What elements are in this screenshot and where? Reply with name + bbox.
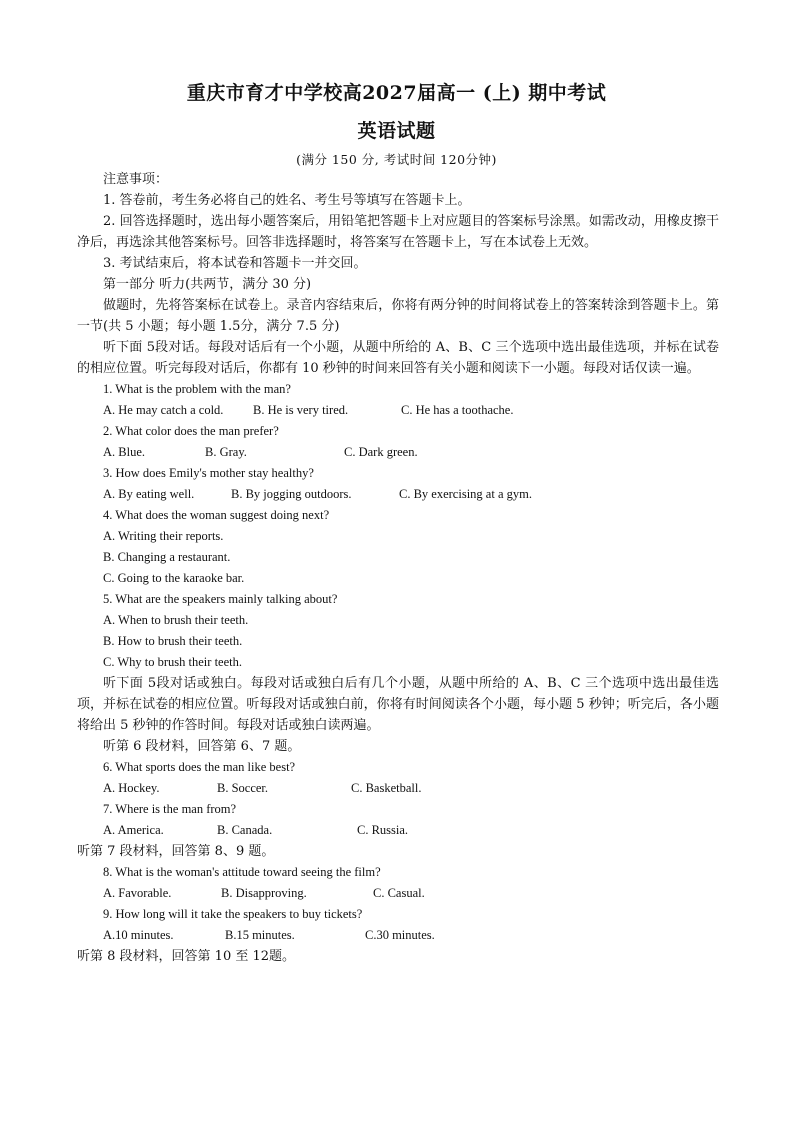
- option-c: C. Casual.: [373, 886, 425, 900]
- question-options: [77, 925, 719, 946]
- instruction-item-3: 3. 考试结束后，将本试卷和答题卡一并交回。: [103, 256, 367, 271]
- option-a: A. Writing their reports.: [103, 529, 224, 543]
- exam-title: 重庆市育才中学校高2027届高一 (上) 期中考试: [186, 82, 607, 104]
- question-stem: 5. What are the speakers mainly talking about?: [103, 592, 338, 606]
- option-c: C. Why to brush their teeth.: [103, 655, 242, 669]
- option-b: B. How to brush their teeth.: [103, 634, 243, 648]
- section2-instructions: 听下面 5段对话或独白。每段对话或独白后有几个小题，从题中所给的 A、B、C 三个选项中选出最佳选项，并标在试卷的相应位置。听每段对话或独白前，你将有时间阅读各个小题，每小题 5 秒钟；听完后，各小题将给出 5 秒钟的作答时间。每段对话或独白读两遍。: [77, 676, 719, 733]
- option-b: B. Changing a restaurant.: [103, 550, 231, 564]
- option-b: B. Disapproving.: [221, 886, 307, 900]
- option-a: A.10 minutes.: [103, 928, 174, 942]
- question-options: [77, 820, 719, 841]
- instruction-item-2: 2. 回答选择题时，选出每小题答案后，用铅笔把答题卡上对应题目的答案标号涂黑。如需改动，用橡皮擦干净后，再选涂其他答案标号。回答非选择题时，将答案写在答题卡上，写在本试卷上无效。: [77, 214, 719, 250]
- option-b: B. Soccer.: [217, 781, 269, 795]
- exam-note: (满分 150 分, 考试时间 120分钟): [296, 152, 497, 167]
- question-stem: 8. What is the woman's attitude toward seeing the film?: [103, 865, 381, 879]
- question-options: [77, 400, 719, 421]
- exam-content: [77, 169, 719, 967]
- part1-intro: 做题时，先将答案标在试卷上。录音内容结束后，你将有两分钟的时间将试卷上的答案转涂到答题卡上。第一节(共 5 小题；每小题 1.5分，满分 7.5 分): [77, 298, 719, 334]
- option-a: A. Blue.: [103, 445, 146, 459]
- option-c: C. Basketball.: [351, 781, 422, 795]
- option-b: B. He is very tired.: [253, 403, 349, 417]
- option-a: A. Hockey.: [103, 781, 160, 795]
- option-a: A. When to brush their teeth.: [103, 613, 249, 627]
- question-stem: 2. What color does the man prefer?: [103, 424, 279, 438]
- material-7-heading: 听第 7 段材料，回答第 8、9 题。: [77, 844, 275, 859]
- question-stem: 7. Where is the man from?: [103, 802, 237, 816]
- option-b: B. Gray.: [205, 445, 247, 459]
- instruction-item-1: 1. 答卷前，考生务必将自己的姓名、考生号等填写在答题卡上。: [103, 193, 471, 208]
- part1-heading: 第一部分 听力(共两节，满分 30 分): [103, 277, 312, 292]
- option-c: C. Dark green.: [344, 445, 418, 459]
- question-stem: 4. What does the woman suggest doing next?: [103, 508, 330, 522]
- material-8-heading: 听第 8 段材料，回答第 10 至 12题。: [77, 949, 296, 964]
- question-stem: 1. What is the problem with the man?: [103, 382, 291, 396]
- material-6-heading: 听第 6 段材料，回答第 6、7 题。: [103, 739, 301, 754]
- question-stem: 6. What sports does the man like best?: [103, 760, 296, 774]
- option-a: A. He may catch a cold.: [103, 403, 224, 417]
- option-c: C. By exercising at a gym.: [399, 487, 532, 501]
- option-b: B. By jogging outdoors.: [231, 487, 352, 501]
- option-c: C.30 minutes.: [365, 928, 435, 942]
- option-b: B.15 minutes.: [225, 928, 295, 942]
- question-options: [77, 484, 719, 505]
- instructions-heading: 注意事项：: [103, 172, 169, 187]
- question-stem: 9. How long will it take the speakers to buy tickets?: [103, 907, 363, 921]
- question-options: [77, 883, 719, 904]
- option-a: A. America.: [103, 823, 164, 837]
- option-a: A. Favorable.: [103, 886, 172, 900]
- option-a: A. By eating well.: [103, 487, 195, 501]
- option-b: B. Canada.: [217, 823, 273, 837]
- question-stem: 3. How does Emily's mother stay healthy?: [103, 466, 314, 480]
- subject-title: 英语试题: [357, 120, 436, 142]
- section1-instructions: 听下面 5段对话。每段对话后有一个小题，从题中所给的 A、B、C 三个选项中选出最佳选项，并标在试卷的相应位置。听完每段对话后，你都有 10 秒钟的时间来回答有关小题和阅读下一小题。每段对话仅读一遍。: [77, 340, 719, 376]
- option-c: C. He has a toothache.: [401, 403, 514, 417]
- question-options: [77, 442, 719, 463]
- question-options: [77, 778, 719, 799]
- option-c: C. Going to the karaoke bar.: [103, 571, 245, 585]
- option-c: C. Russia.: [357, 823, 409, 837]
